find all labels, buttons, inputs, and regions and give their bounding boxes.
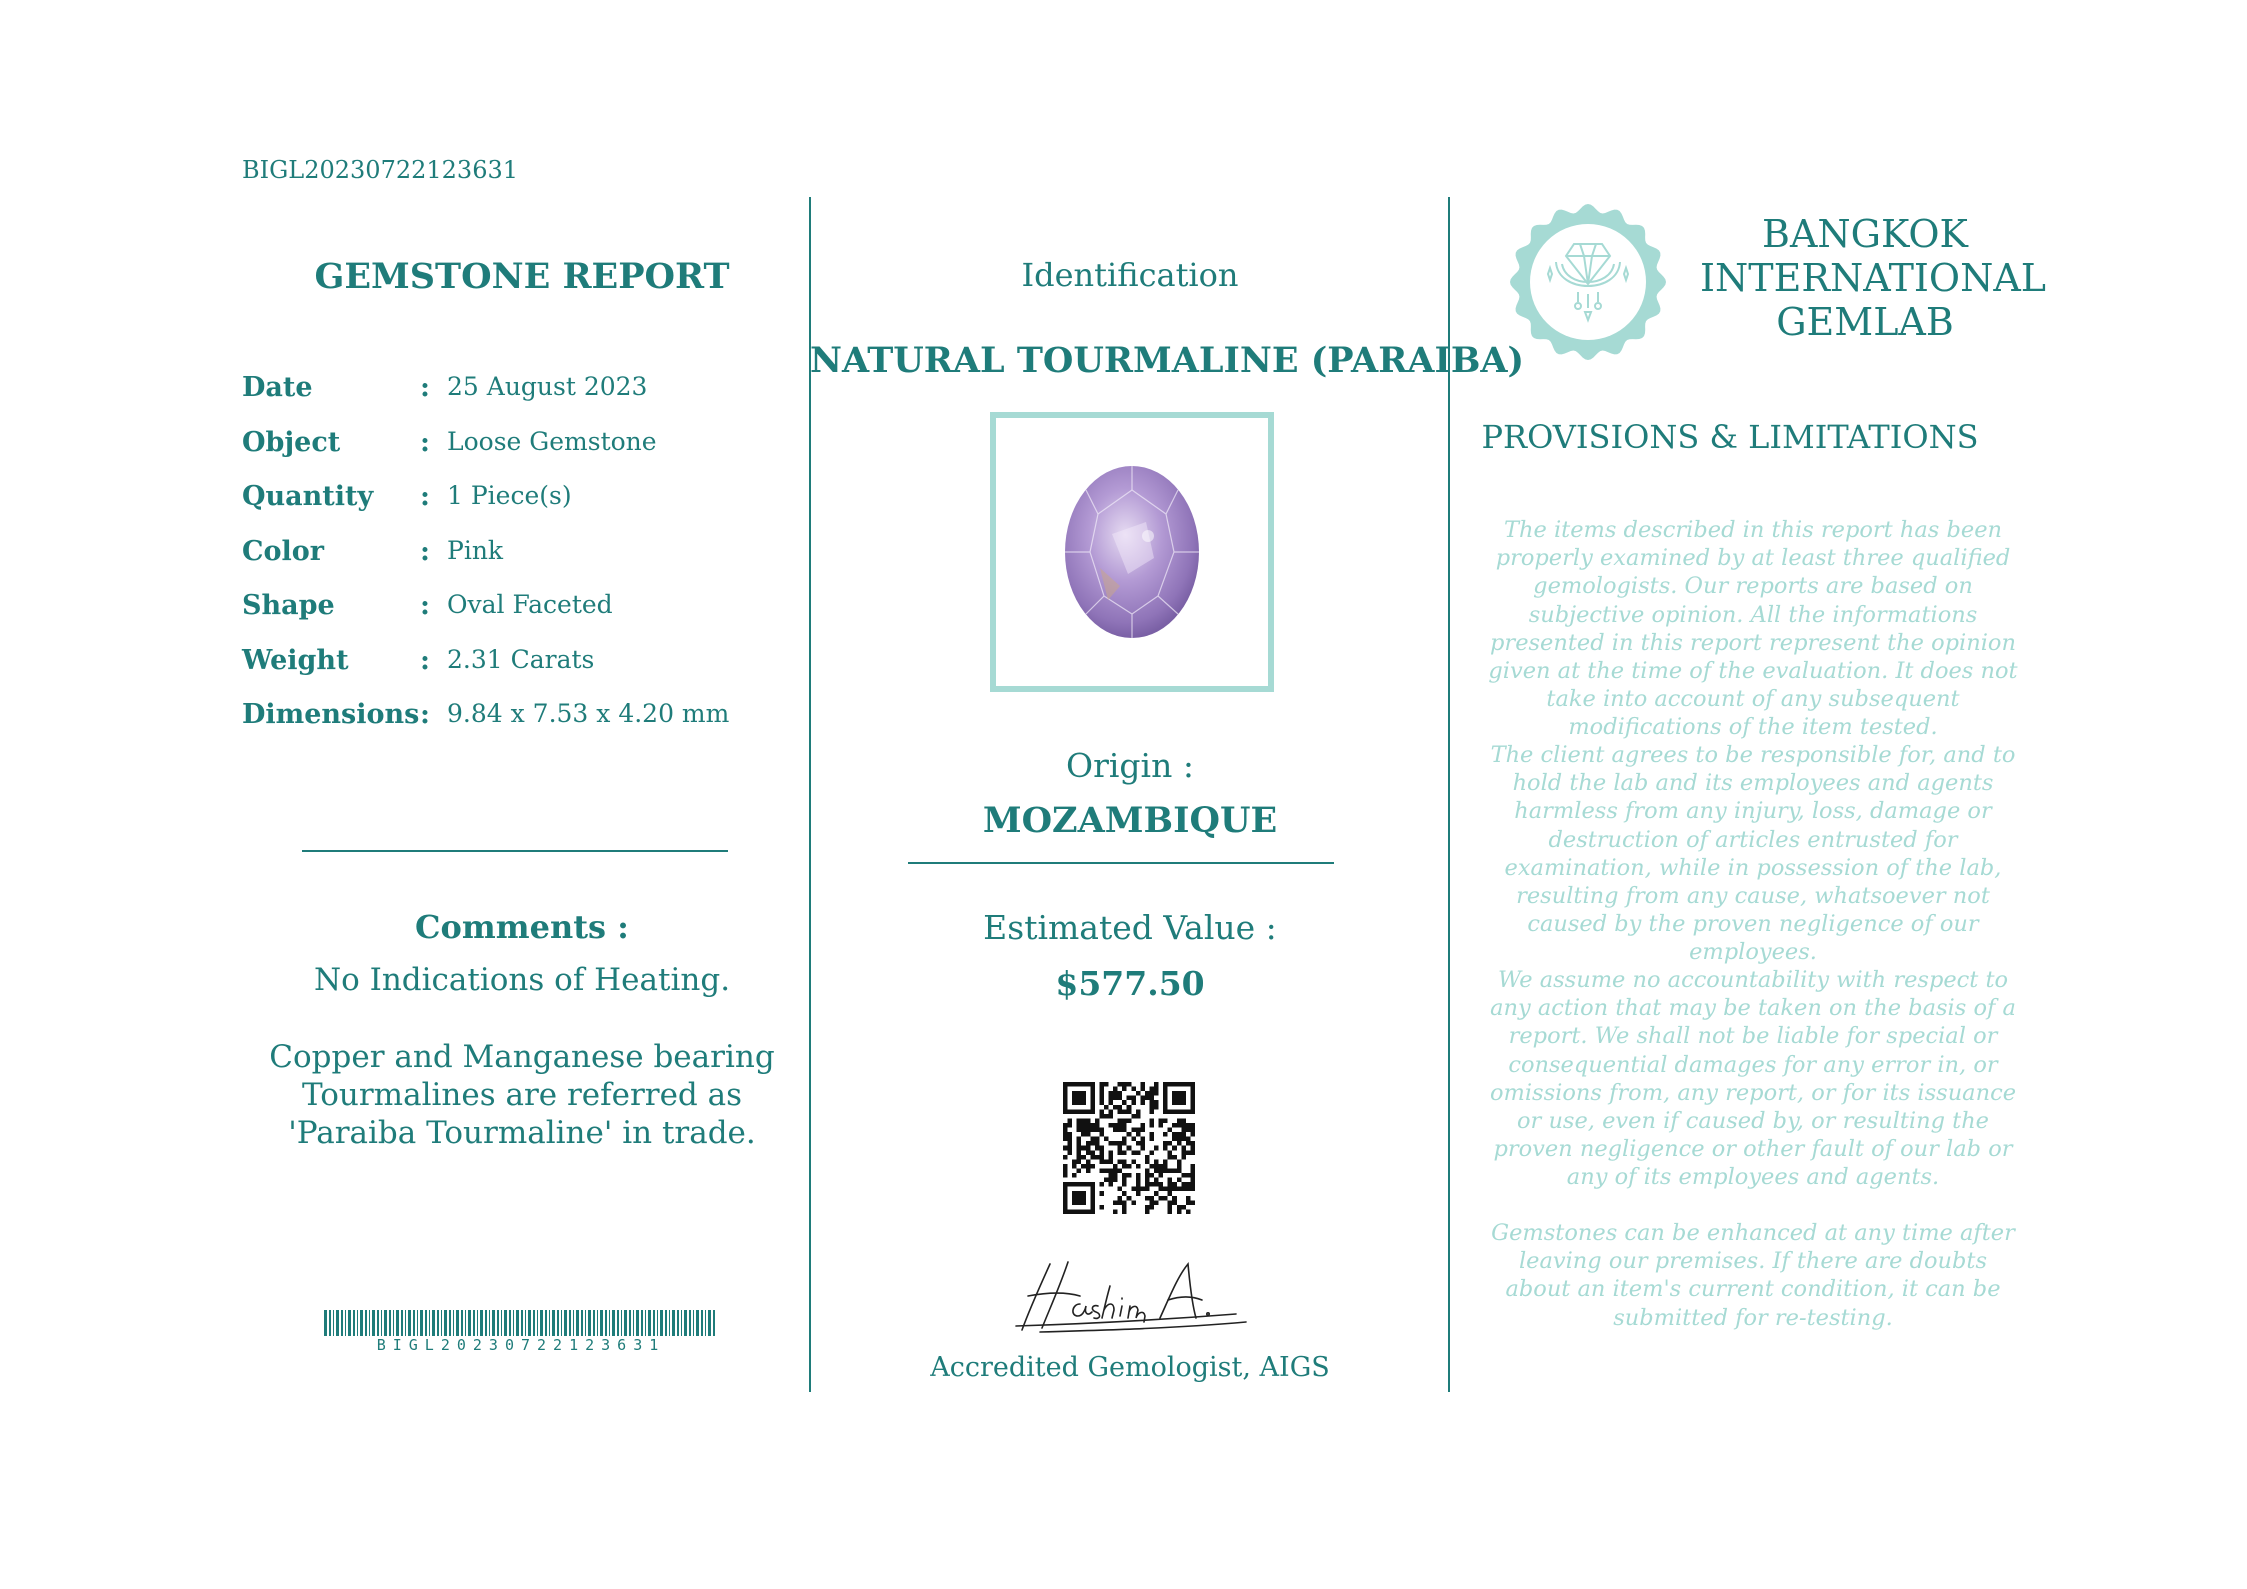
lab-name-line: INTERNATIONAL xyxy=(1700,256,2047,300)
barcode-text: BIGL20230722123631 xyxy=(376,1336,666,1354)
detail-separator: : xyxy=(420,372,430,403)
gem-photo xyxy=(996,418,1268,686)
gem-photo-frame xyxy=(990,412,1274,692)
provision-paragraph: The client agrees to be responsible for, and to hold the lab and its employees and agents harmless from any injury, loss, damage or destruction of articles entrusted for examination, while in possession of the lab, resulting from any cause, whatsoever not caused by the proven negligence of our employees. xyxy=(1490,742,2016,966)
lab-name xyxy=(1700,212,2047,344)
detail-label: Date xyxy=(242,372,313,403)
detail-value: 9.84 x 7.53 x 4.20 mm xyxy=(447,699,730,728)
detail-value: Loose Gemstone xyxy=(447,427,657,456)
detail-value: Pink xyxy=(447,536,504,565)
provision-paragraph: Gemstones can be enhanced at any time after leaving our premises. If there are doubts about an item's current condition, it can be submitted for re-testing. xyxy=(1491,1220,2015,1331)
estimated-value-amount: $577.50 xyxy=(1055,964,1205,1003)
detail-separator: : xyxy=(420,590,430,621)
detail-separator: : xyxy=(420,645,430,676)
provision-paragraph: The items described in this report has been properly examined by at least three qualified gemologists. Our reports are based on subjective opinion. All the informations presented in this report represent the opinion given at the time of the evaluation. It does not take into account of any subsequent modifications of the item tested. xyxy=(1488,517,2018,741)
comment-heating: No Indications of Heating. xyxy=(313,962,731,998)
detail-label: Object xyxy=(242,427,341,458)
report-id: BIGL20230722123631 xyxy=(242,156,518,184)
origin-divider xyxy=(908,862,1334,864)
detail-separator: : xyxy=(420,481,430,512)
detail-label: Color xyxy=(242,536,324,567)
detail-value: Oval Faceted xyxy=(447,590,613,619)
qr-code-icon xyxy=(1063,1082,1195,1214)
detail-separator: : xyxy=(420,536,430,567)
detail-label: Quantity xyxy=(242,481,374,512)
detail-value: 2.31 Carats xyxy=(447,645,595,674)
signature xyxy=(1010,1256,1250,1336)
identification-label: Identification xyxy=(1021,256,1239,294)
origin-label: Origin : xyxy=(1066,746,1194,785)
estimated-value-label: Estimated Value : xyxy=(983,908,1277,947)
comments-title: Comments : xyxy=(415,908,629,946)
lab-name-line: GEMLAB xyxy=(1776,300,1954,344)
comment-paraiba: Copper and Manganese bearing Tourmalines are referred as 'Paraiba Tourmaline' in trade. xyxy=(269,1039,775,1151)
origin-value: MOZAMBIQUE xyxy=(982,800,1278,841)
detail-label: Weight xyxy=(242,645,349,676)
detail-value: 25 August 2023 xyxy=(447,372,648,401)
gem-name: NATURAL TOURMALINE (PARAIBA) xyxy=(810,340,1525,381)
comments-divider xyxy=(302,850,728,852)
detail-separator: : xyxy=(420,699,430,730)
detail-value: 1 Piece(s) xyxy=(447,481,572,510)
detail-label: Dimensions xyxy=(242,699,420,730)
detail-separator: : xyxy=(420,427,430,458)
detail-label: Shape xyxy=(242,590,335,621)
lab-name-line: BANGKOK xyxy=(1762,212,1968,256)
report-title: GEMSTONE REPORT xyxy=(314,256,730,297)
provisions-title: PROVISIONS & LIMITATIONS xyxy=(1481,418,1979,456)
signature-caption: Accredited Gemologist, AIGS xyxy=(930,1352,1330,1383)
provision-paragraph: We assume no accountability with respect to any action that may be taken on the basis of a report. We shall not be liable for special or consequential damages for any error in, or omissions from, any report, or for its issuance or use, even if caused by, or resulting the proven negligence or other fault of our lab or any of its employees and agents. xyxy=(1489,967,2017,1191)
diamond-seal-icon xyxy=(1508,202,1668,362)
